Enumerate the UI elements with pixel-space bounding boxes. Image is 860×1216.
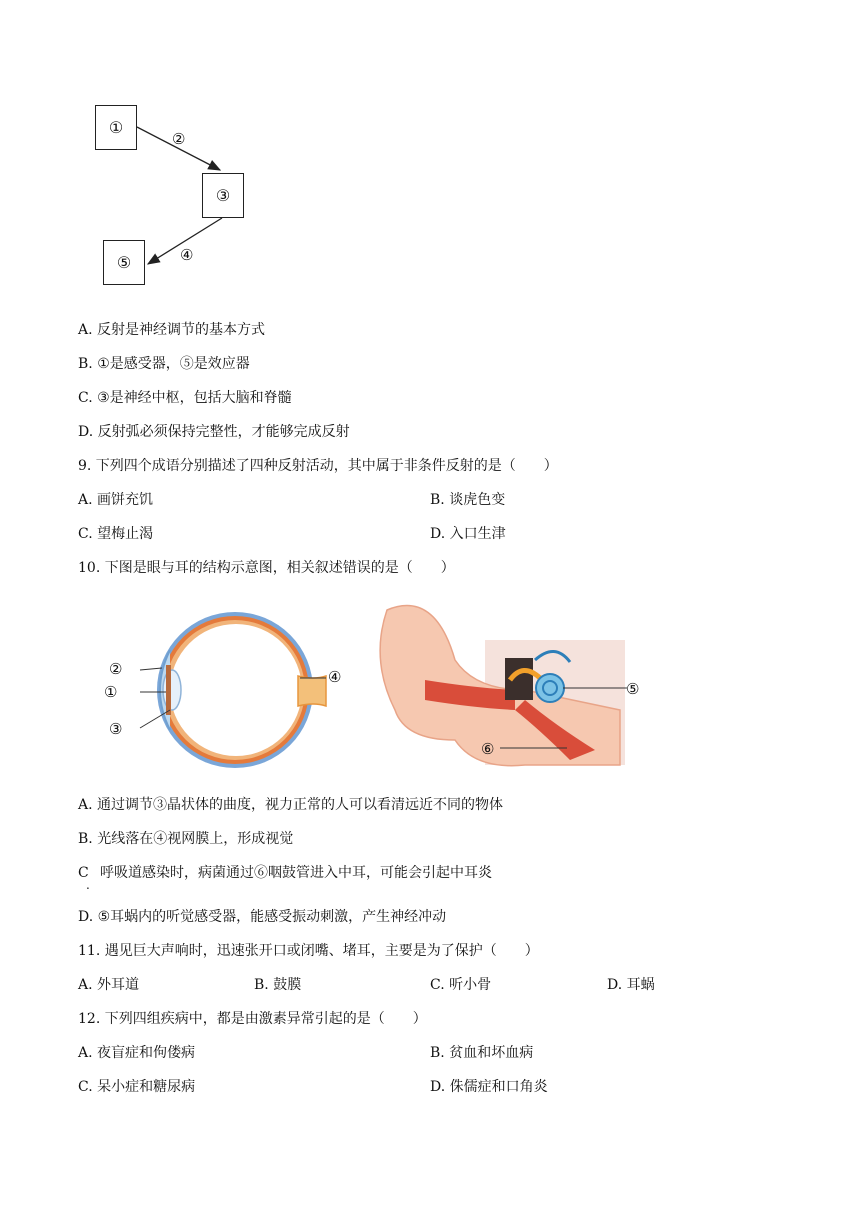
- q9-option-d: D. 入口生津: [430, 526, 506, 542]
- eye-label-3: ③: [109, 720, 123, 738]
- eye-diagram: [100, 610, 360, 780]
- q9-option-b: B. 谈虎色变: [430, 492, 506, 508]
- eye-label-1: ①: [104, 683, 118, 701]
- reflex-arrows: [0, 0, 300, 300]
- arrow-label-4: ④: [180, 246, 194, 264]
- q9-option-a: A. 画饼充饥: [78, 492, 154, 508]
- q8-option-c: C. ③是神经中枢，包括大脑和脊髓: [78, 390, 292, 406]
- q12-stem: 12. 下列四组疾病中，都是由激素异常引起的是（ ）: [78, 1011, 427, 1027]
- q10-option-c-letter: C: [78, 865, 89, 881]
- q12-option-d: D. 侏儒症和口角炎: [430, 1079, 548, 1095]
- eye-illustration: [100, 610, 360, 780]
- q11-stem: 11. 遇见巨大声响时，迅速张开口或闭嘴、堵耳，主要是为了保护（ ）: [78, 943, 539, 959]
- q9-option-c: C. 望梅止渴: [78, 526, 154, 542]
- q10-option-c-dot: .: [86, 878, 90, 892]
- eye-label-2: ②: [109, 660, 123, 678]
- q10-option-c-text: 呼吸道感染时，病菌通过⑥咽鼓管进入中耳，可能会引起中耳炎: [100, 865, 492, 881]
- q10-stem: 10. 下图是眼与耳的结构示意图，相关叙述错误的是（ ）: [78, 560, 455, 576]
- arrow-label-2: ②: [172, 130, 186, 148]
- q12-option-c: C. 呆小症和糖尿病: [78, 1079, 196, 1095]
- q8-option-a: A. 反射是神经调节的基本方式: [78, 322, 266, 338]
- ear-illustration: [365, 600, 655, 770]
- box-label-1: ①: [108, 118, 124, 137]
- q10-option-a: A. 通过调节③晶状体的曲度，视力正常的人可以看清远近不同的物体: [78, 797, 504, 813]
- q10-option-b: B. 光线落在④视网膜上，形成视觉: [78, 831, 294, 847]
- ear-diagram: [365, 600, 655, 770]
- q8-option-b: B. ①是感受器，⑤是效应器: [78, 356, 250, 372]
- ear-label-5: ⑤: [626, 680, 640, 698]
- q9-stem: 9. 下列四个成语分别描述了四种反射活动，其中属于非条件反射的是（ ）: [78, 458, 558, 474]
- q11-option-c: C. 听小骨: [430, 977, 492, 993]
- q8-option-d: D. 反射弧必须保持完整性，才能够完成反射: [78, 424, 350, 440]
- box-label-5: ⑤: [116, 253, 132, 272]
- q10-option-d: D. ⑤耳蜗内的听觉感受器，能感受振动刺激，产生神经冲动: [78, 909, 447, 925]
- q12-option-a: A. 夜盲症和佝偻病: [78, 1045, 196, 1061]
- reflex-arc-diagram: [0, 0, 860, 300]
- ear-label-6: ⑥: [481, 740, 495, 758]
- q12-option-b: B. 贫血和坏血病: [430, 1045, 534, 1061]
- q11-option-a: A. 外耳道: [78, 977, 140, 993]
- q11-option-b: B. 鼓膜: [254, 977, 302, 993]
- box-label-3: ③: [215, 186, 231, 205]
- q11-option-d: D. 耳蜗: [607, 977, 655, 993]
- eye-label-4: ④: [328, 668, 342, 686]
